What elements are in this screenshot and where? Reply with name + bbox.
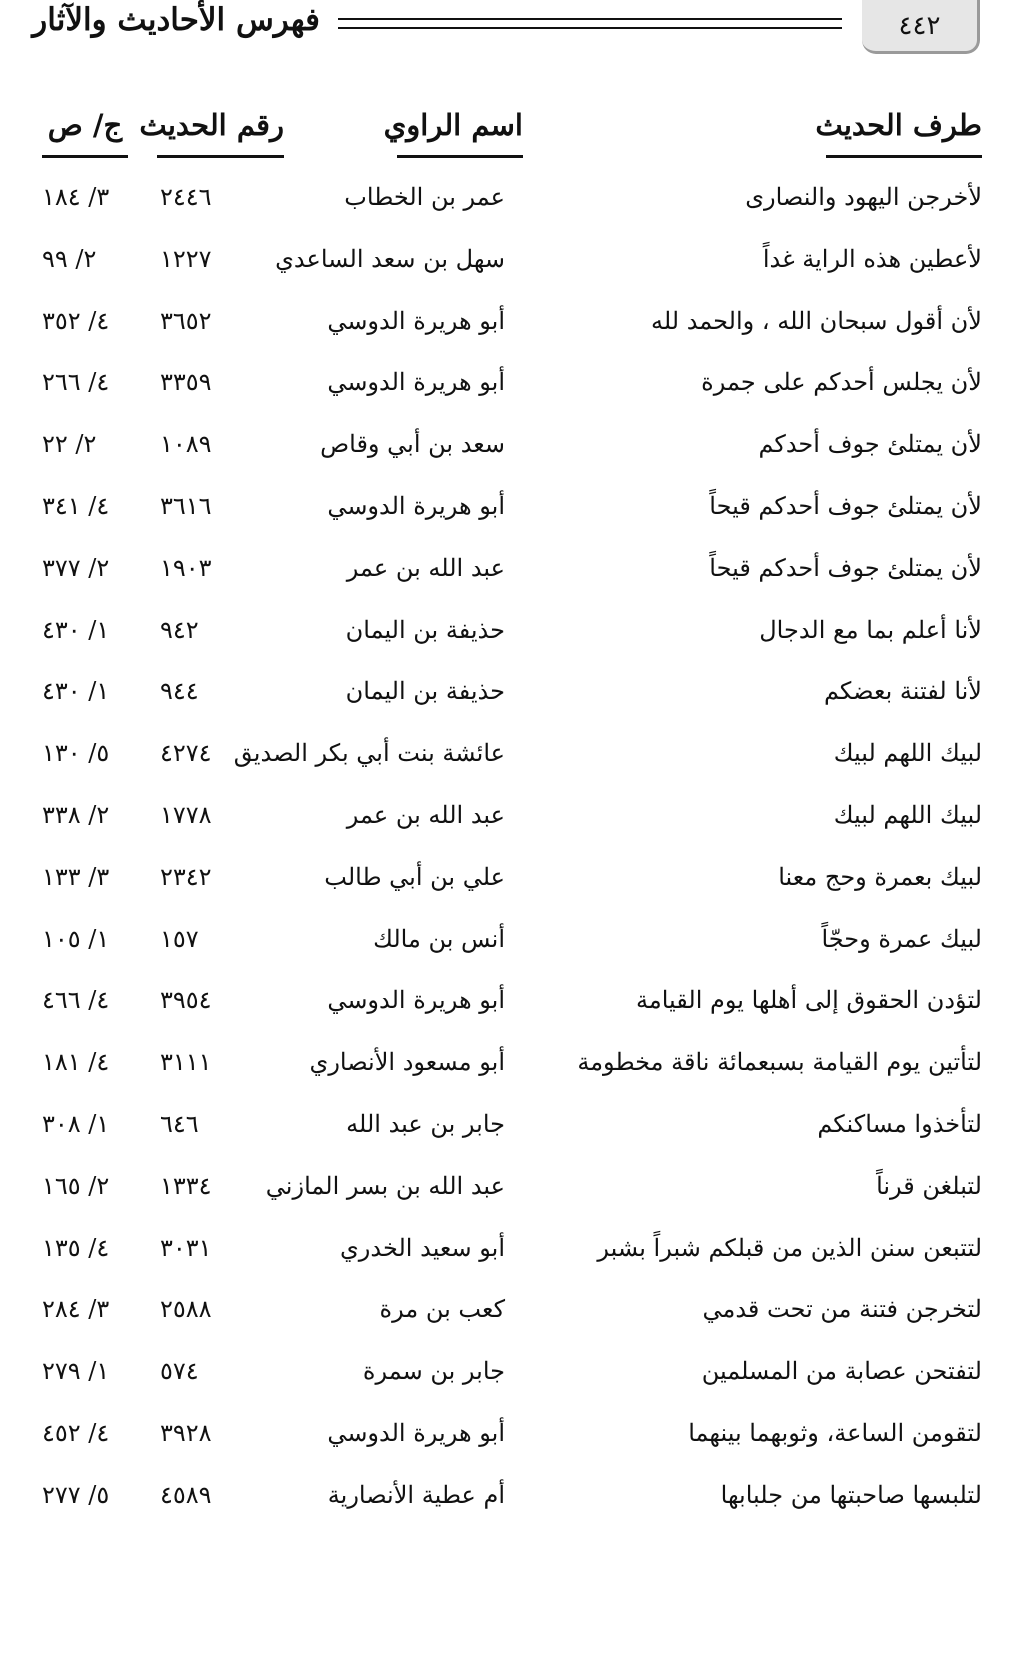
hadith-number-cell: ١٩٠٣ <box>160 553 212 582</box>
volume-page-cell: ٤/ ٣٤١ <box>42 491 110 520</box>
table-row <box>0 168 1010 230</box>
volume-page-cell: ١/ ٤٣٠ <box>42 677 110 706</box>
narrator-cell: أبو هريرة الدوسي <box>327 306 505 335</box>
hadith-start-cell: لتبلغن قرناً <box>876 1171 982 1200</box>
hadith-number-cell: ٥٧٤ <box>160 1357 199 1386</box>
volume-page-cell: ٤/ ١٨١ <box>42 1048 110 1077</box>
table-row <box>0 477 1010 539</box>
table-row <box>0 1157 1010 1219</box>
hadith-number-cell: ٣٦٥٢ <box>160 306 212 335</box>
hadith-number-cell: ٩٤٤ <box>160 677 199 706</box>
column-header-hadith-start: طرف الحديث <box>826 102 982 158</box>
hadith-start-cell: لبيك اللهم لبيك <box>833 800 982 829</box>
volume-page-cell: ٢/ ٩٩ <box>42 244 97 273</box>
hadith-start-cell: لأن يمتلئ جوف أحدكم قيحاً <box>709 553 982 582</box>
hadith-number-cell: ٣٦١٦ <box>160 491 212 520</box>
volume-page-cell: ١/ ٤٣٠ <box>42 615 110 644</box>
hadith-number-cell: ٣٣٥٩ <box>160 368 212 397</box>
table-row <box>0 848 1010 910</box>
narrator-cell: كعب بن مرة <box>379 1295 505 1324</box>
hadith-number-cell: ٣٠٣١ <box>160 1233 212 1262</box>
page-number: ٤٤٢ <box>862 0 980 54</box>
hadith-start-cell: لتخرجن فتنة من تحت قدمي <box>702 1295 982 1324</box>
hadith-number-cell: ٦٤٦ <box>160 1109 199 1138</box>
table-row <box>0 1280 1010 1342</box>
hadith-number-cell: ٤٥٨٩ <box>160 1480 212 1509</box>
table-row <box>0 1342 1010 1404</box>
hadith-number-cell: ١٣٣٤ <box>160 1171 212 1200</box>
hadith-start-cell: لأن يمتلئ جوف أحدكم <box>758 430 982 459</box>
hadith-start-cell: لتأخذوا مساكنكم <box>817 1109 982 1138</box>
hadith-number-cell: ٩٤٢ <box>160 615 199 644</box>
hadith-number-cell: ١٧٧٨ <box>160 800 212 829</box>
hadith-start-cell: لأنا لفتنة بعضكم <box>823 677 982 706</box>
table-row <box>0 1033 1010 1095</box>
hadith-start-cell: لتفتحن عصابة من المسلمين <box>701 1357 982 1386</box>
table-row <box>0 1466 1010 1528</box>
volume-page-cell: ٣/ ٢٨٤ <box>42 1295 110 1324</box>
table-row <box>0 1404 1010 1466</box>
volume-page-cell: ١/ ١٠٥ <box>42 924 110 953</box>
volume-page-cell: ٥/ ١٣٠ <box>42 739 110 768</box>
hadith-number-cell: ٢٣٤٢ <box>160 862 212 891</box>
index-title: فهرس الأحاديث والآثار <box>32 2 320 38</box>
narrator-cell: أبو هريرة الدوسي <box>327 1418 505 1447</box>
table-row <box>0 786 1010 848</box>
volume-page-cell: ٢/ ٣٧٧ <box>42 553 110 582</box>
column-header-hadith-number: رقم الحديث <box>157 102 284 158</box>
hadith-start-cell: لأن أقول سبحان الله ، والحمد لله <box>650 306 982 335</box>
volume-page-cell: ٥/ ٢٧٧ <box>42 1480 110 1509</box>
hadith-number-cell: ١٥٧ <box>160 924 199 953</box>
index-table <box>0 168 1010 1528</box>
hadith-start-cell: لتتبعن سنن الذين من قبلكم شبراً بشبر <box>597 1233 982 1262</box>
table-row <box>0 724 1010 786</box>
header-rule-bottom <box>338 27 842 29</box>
narrator-cell: أنس بن مالك <box>373 924 505 953</box>
narrator-cell: سعد بن أبي وقاص <box>320 430 505 459</box>
narrator-cell: أبو هريرة الدوسي <box>327 368 505 397</box>
hadith-number-cell: ٢٥٨٨ <box>160 1295 212 1324</box>
table-row <box>0 415 1010 477</box>
volume-page-cell: ١/ ٢٧٩ <box>42 1357 110 1386</box>
narrator-cell: عبد الله بن عمر <box>346 800 505 829</box>
volume-page-cell: ٤/ ١٣٥ <box>42 1233 110 1262</box>
hadith-start-cell: لتلبسها صاحبتها من جلبابها <box>720 1480 982 1509</box>
hadith-number-cell: ٣٩٢٨ <box>160 1418 212 1447</box>
volume-page-cell: ٣/ ١٨٤ <box>42 183 110 211</box>
column-header-narrator: اسم الراوي <box>397 102 523 158</box>
narrator-cell: عبد الله بن بسر المازني <box>265 1171 505 1200</box>
hadith-start-cell: لبيك بعمرة وحج معنا <box>778 862 982 891</box>
header-rule-top <box>338 18 842 20</box>
table-row <box>0 539 1010 601</box>
narrator-cell: عمر بن الخطاب <box>344 183 505 211</box>
volume-page-cell: ١/ ٣٠٨ <box>42 1109 110 1138</box>
column-header-volume-page: ج/ ص <box>42 102 128 158</box>
narrator-cell: سهل بن سعد الساعدي <box>275 244 505 273</box>
volume-page-cell: ٤/ ٤٦٦ <box>42 986 110 1015</box>
hadith-start-cell: لأن يجلس أحدكم على جمرة <box>701 368 982 397</box>
narrator-cell: حذيفة بن اليمان <box>345 677 505 706</box>
hadith-number-cell: ١٠٨٩ <box>160 430 212 459</box>
narrator-cell: حذيفة بن اليمان <box>345 615 505 644</box>
hadith-start-cell: لأن يمتلئ جوف أحدكم قيحاً <box>709 491 982 520</box>
table-row <box>0 1219 1010 1281</box>
volume-page-cell: ٢/ ٢٢ <box>42 430 97 459</box>
table-row <box>0 601 1010 663</box>
narrator-cell: جابر بن سمرة <box>362 1357 505 1386</box>
table-row <box>0 353 1010 415</box>
narrator-cell: أبو هريرة الدوسي <box>327 491 505 520</box>
hadith-start-cell: لتؤدن الحقوق إلى أهلها يوم القيامة <box>635 986 982 1015</box>
table-row <box>0 662 1010 724</box>
narrator-cell: أبو هريرة الدوسي <box>327 986 505 1015</box>
table-row <box>0 910 1010 972</box>
volume-page-cell: ٢/ ٣٣٨ <box>42 800 110 829</box>
volume-page-cell: ٤/ ٢٦٦ <box>42 368 110 397</box>
table-row <box>0 971 1010 1033</box>
hadith-start-cell: لتأتين يوم القيامة بسبعمائة ناقة مخطومة <box>577 1048 982 1077</box>
narrator-cell: عائشة بنت أبي بكر الصديق <box>233 739 505 768</box>
narrator-cell: أبو مسعود الأنصاري <box>309 1048 505 1077</box>
hadith-start-cell: لبيك عمرة وحجّاً <box>821 924 982 953</box>
narrator-cell: جابر بن عبد الله <box>346 1109 505 1138</box>
hadith-start-cell: لأخرجن اليهود والنصارى <box>745 183 982 211</box>
table-row <box>0 292 1010 354</box>
volume-page-cell: ٢/ ١٦٥ <box>42 1171 110 1200</box>
volume-page-cell: ٤/ ٤٥٢ <box>42 1418 110 1447</box>
hadith-number-cell: ٣١١١ <box>160 1048 212 1077</box>
table-row <box>0 1095 1010 1157</box>
narrator-cell: علي بن أبي طالب <box>324 862 505 891</box>
hadith-start-cell: لتقومن الساعة، وثوبهما بينهما <box>688 1418 982 1447</box>
volume-page-cell: ٤/ ٣٥٢ <box>42 306 110 335</box>
narrator-cell: عبد الله بن عمر <box>346 553 505 582</box>
hadith-number-cell: ١٢٢٧ <box>160 244 212 273</box>
hadith-number-cell: ٢٤٤٦ <box>160 183 212 211</box>
table-row <box>0 230 1010 292</box>
volume-page-cell: ٣/ ١٣٣ <box>42 862 110 891</box>
hadith-start-cell: لأعطين هذه الراية غداً <box>762 244 982 273</box>
narrator-cell: أبو سعيد الخدري <box>340 1233 505 1262</box>
hadith-number-cell: ٤٢٧٤ <box>160 739 212 768</box>
hadith-start-cell: لبيك اللهم لبيك <box>833 739 982 768</box>
narrator-cell: أم عطية الأنصارية <box>327 1480 505 1509</box>
hadith-start-cell: لأنا أعلم بما مع الدجال <box>759 615 982 644</box>
hadith-number-cell: ٣٩٥٤ <box>160 986 212 1015</box>
